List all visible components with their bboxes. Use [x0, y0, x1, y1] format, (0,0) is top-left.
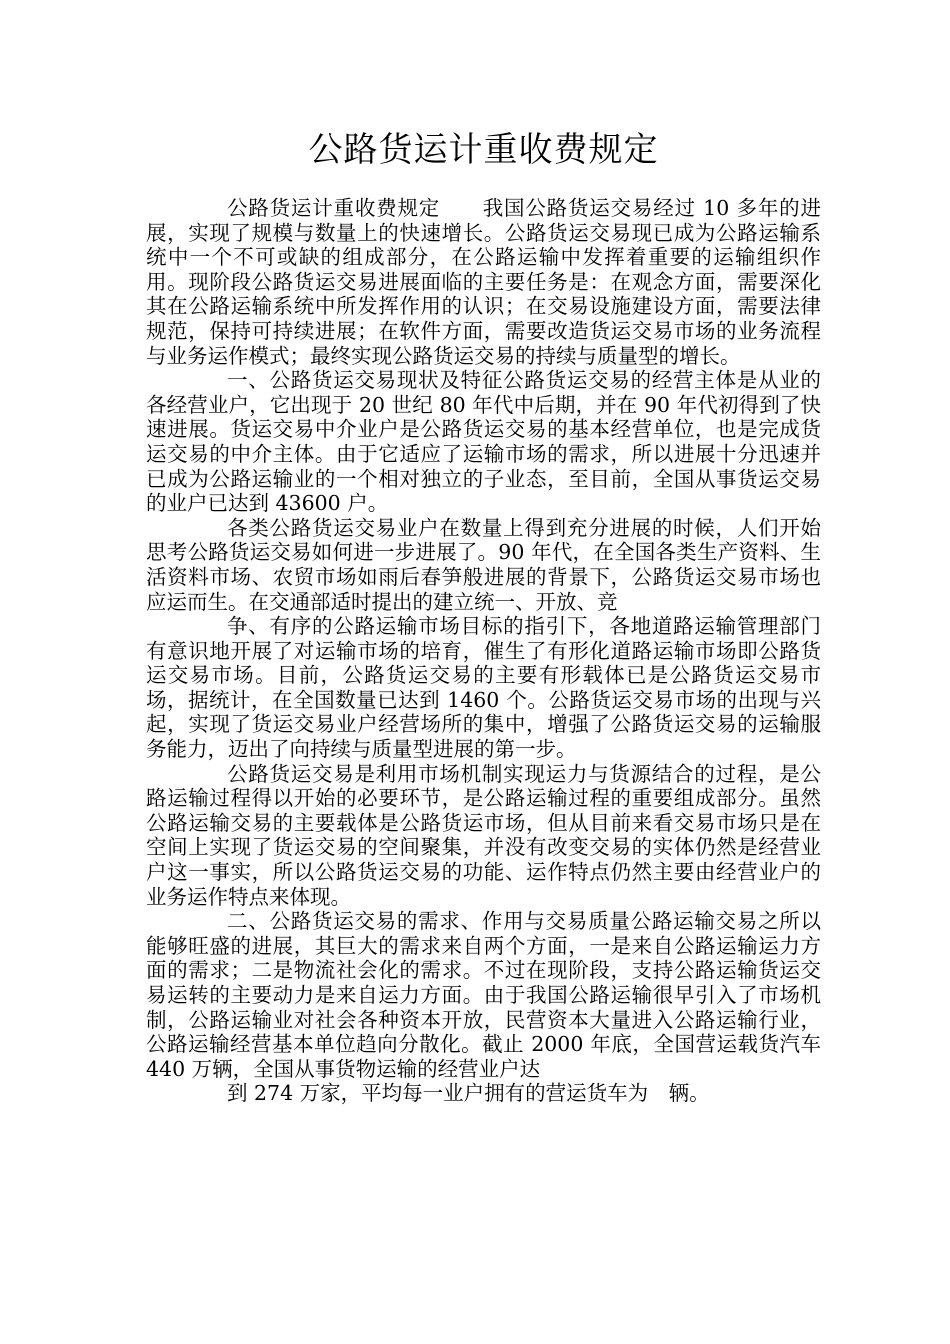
paragraph-continuation: 到 274 万家，平均每一业户拥有的营运货车为 辆。 [227, 1081, 710, 1106]
paragraph-section-2: 二、公路货运交易的需求、作用与交易质量公路运输交易之所以能够旺盛的进展，其巨大的需求来自两个方面，一是来自公路运输运力方面的需求；二是物流社会化的需求。不过在现阶段，支持公路运输货运交易运转的主要动力是来自运力方面。由于我国公路运输很早引入了市场机制，公路运输业对社会各种资本开放，民营资本大量进入公路运输行业，公路运输经营基本单位趋向分散化。截止 2000 年底，全国营运载货汽车 440 万辆，全国从事货物运输的经营业户达 [146, 909, 821, 1081]
paragraph-market-origin: 各类公路货运交易业户在数量上得到充分进展的时候，人们开始思考公路货运交易如何进一步进展了。90 年代，在全国各类生产资料、生活资料市场、农贸市场如雨后春笋般进展的背景下，公路货运交易市场也应运而生。在交通部适时提出的建立统一、开放、竞 [146, 515, 821, 614]
paragraph-intro: 公路货运计重收费规定 我国公路货运交易经过 10 多年的进展，实现了规模与数量上的快速增长。公路货运交易现已成为公路运输系统中一个不可或缺的组成部分，在公路运输中发挥着重要的运输组织作用。现阶段公路货运交易进展面临的主要任务是：在观念方面，需要深化其在公路运输系统中所发挥作用的认识；在交易设施建设方面，需要法律规范，保持可持续进展；在软件方面，需要改造货运交易市场的业务流程与业务运作模式；最终实现公路货运交易的持续与质量型的增长。 [146, 196, 821, 368]
document-page [146, 0, 821, 1106]
paragraph-trade-process: 公路货运交易是利用市场机制实现运力与货源结合的过程，是公路运输过程得以开始的必要环节，是公路运输过程的重要组成部分。虽然公路运输交易的主要载体是公路货运市场，但从目前来看交易市场只是在空间上实现了货运交易的空间聚集，并没有改变交易的实体仍然是经营业户这一事实，所以公路货运交易的功能、运作特点仍然主要由经营业户的业务运作特点来体现。 [146, 761, 821, 909]
document-body [146, 196, 821, 1106]
document-title: 公路货运计重收费规定 [308, 130, 659, 170]
paragraph-market-growth: 争、有序的公路运输市场目标的指引下，各地道路运输管理部门有意识地开展了对运输市场的培育，催生了有形化道路运输市场即公路货运交易市场。目前，公路货运交易的主要有形载体已是公路货运交易市场，据统计，在全国数量已达到 1460 个。公路货运交易市场的出现与兴起，实现了货运交易业户经营场所的集中，增强了公路货运交易的运输服务能力，迈出了向持续与质量型进展的第一步。 [146, 614, 821, 762]
paragraph-section-1: 一、公路货运交易现状及特征公路货运交易的经营主体是从业的各经营业户，它出现于 20 世纪 80 年代中后期，并在 90 年代初得到了快速进展。货运交易中介业户是公路货运交易的基本经营单位，也是完成货运交易的中介主体。由于它适应了运输市场的需求，所以进展十分迅速并已成为公路运输业的一个相对独立的子业态，至目前，全国从事货运交易的业户已达到 43600 户。 [146, 368, 821, 516]
